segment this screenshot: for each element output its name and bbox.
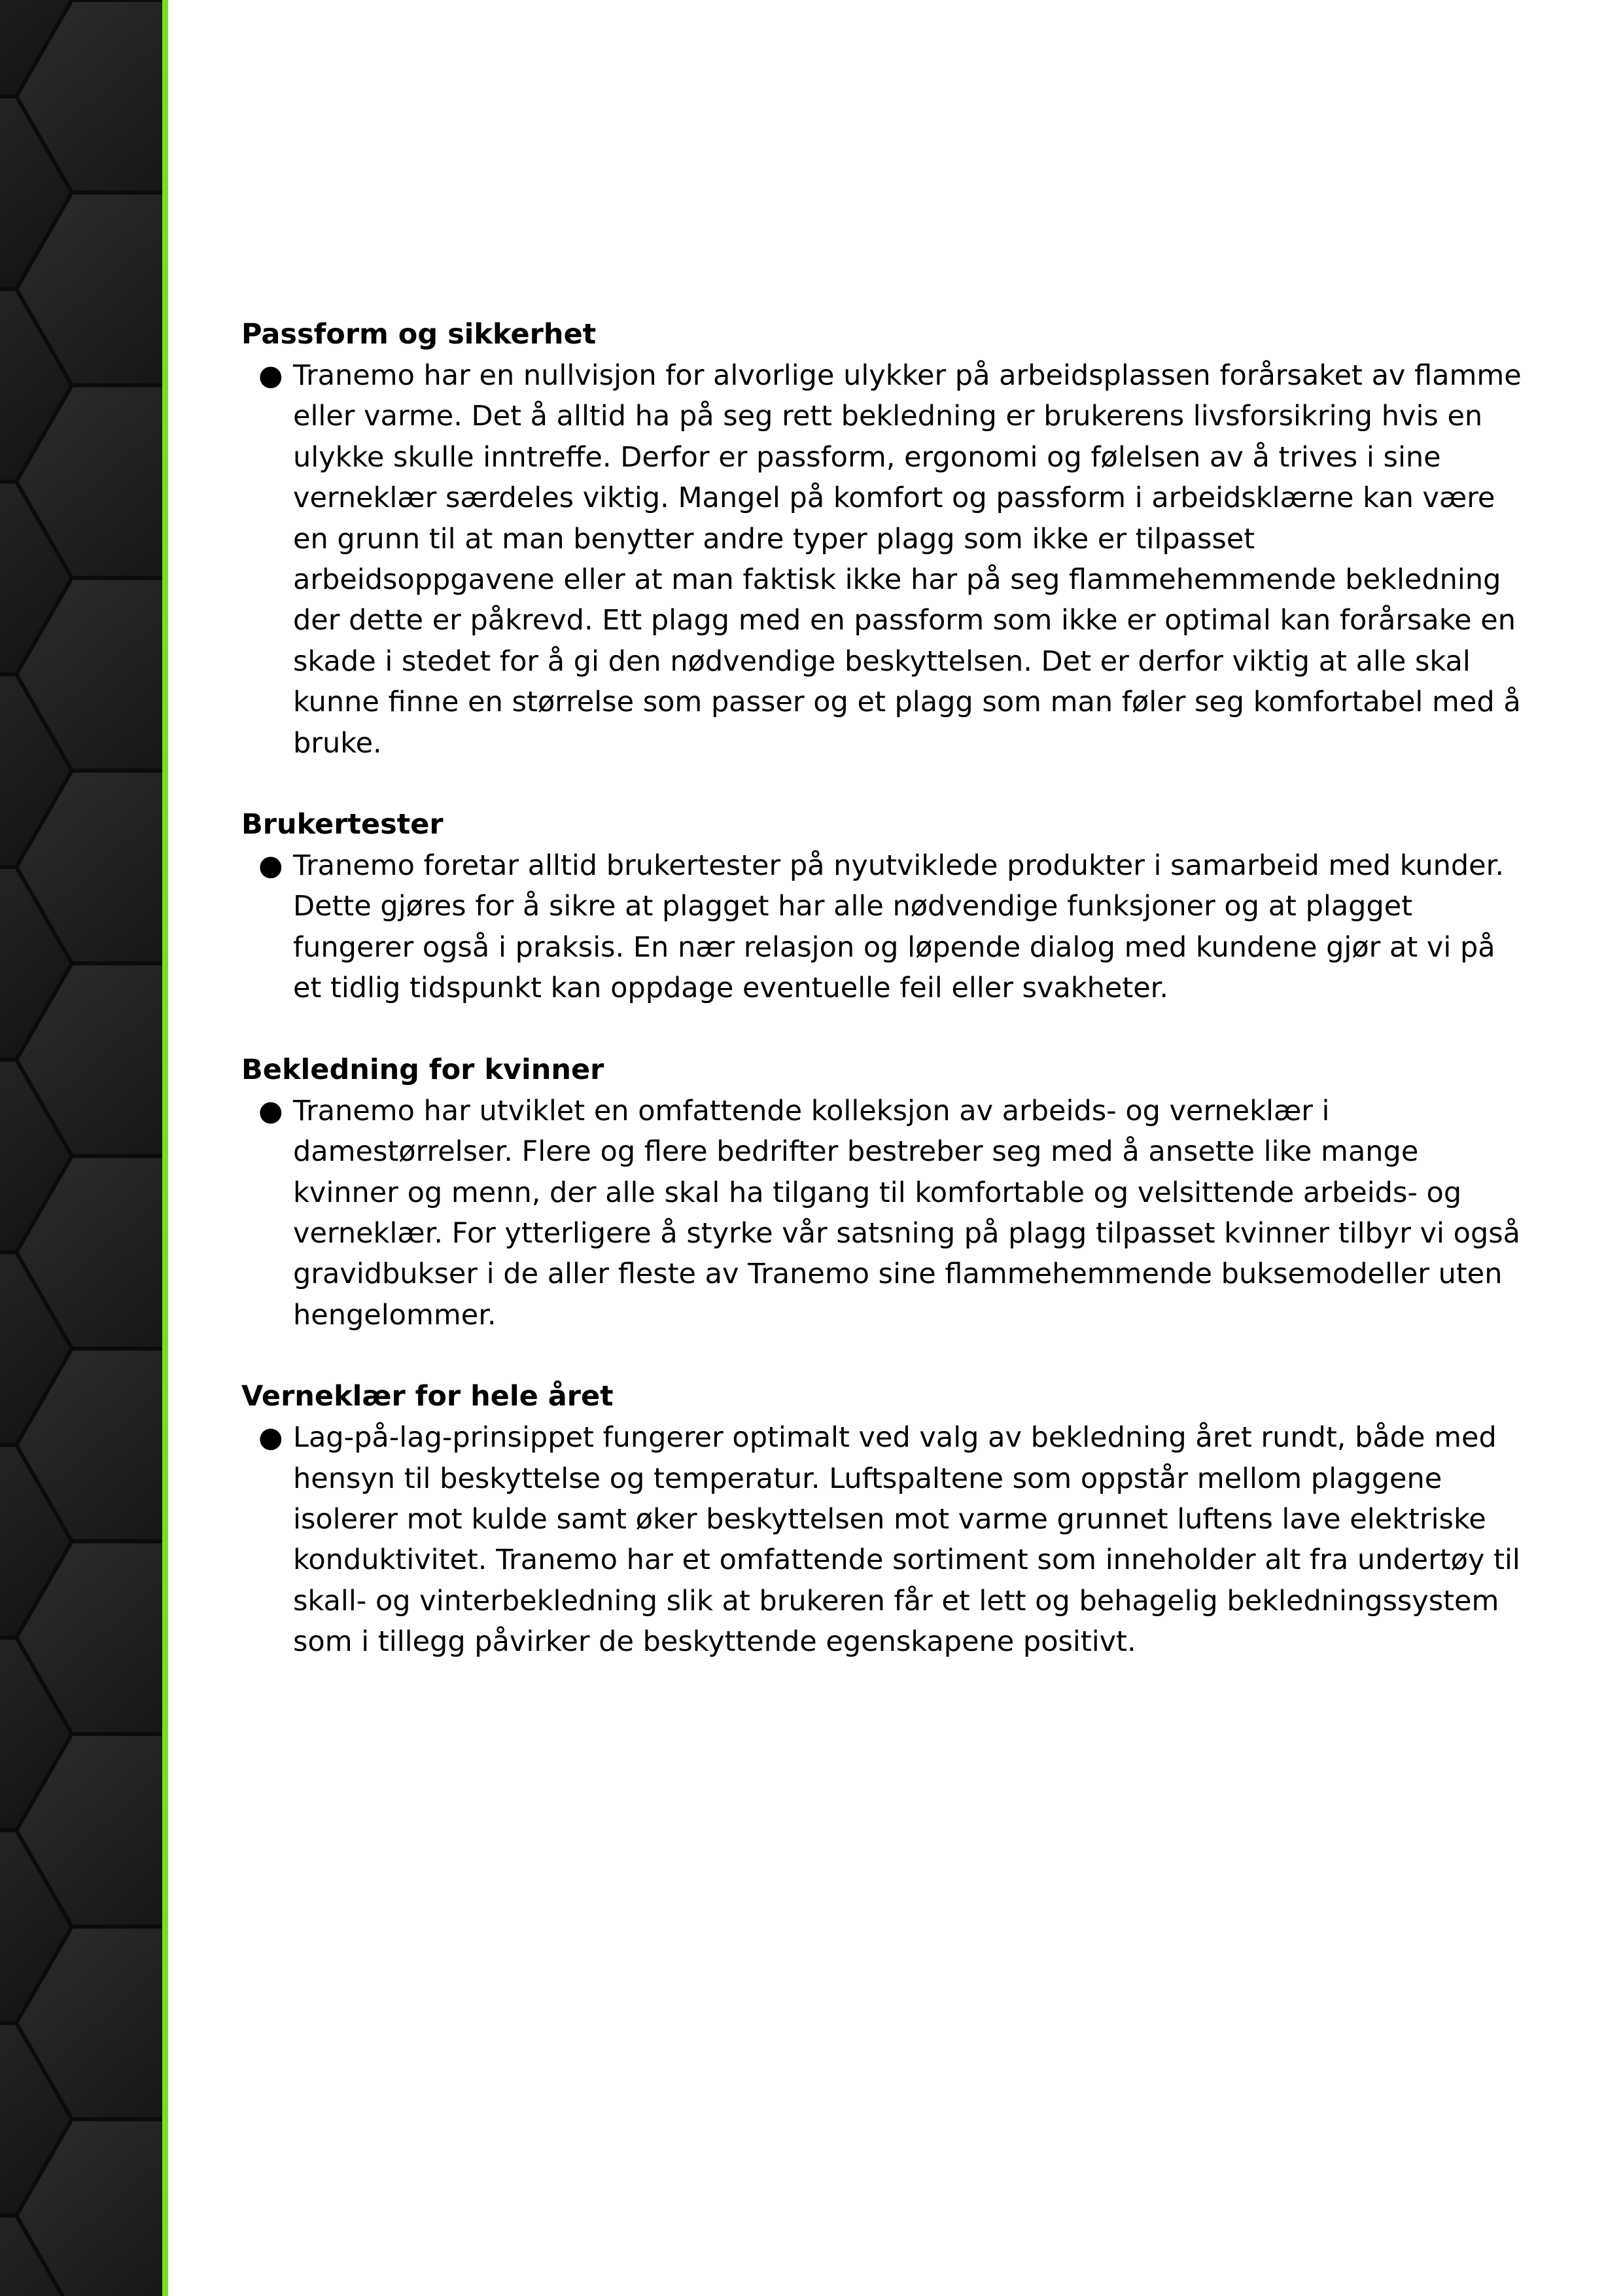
bullet-dot-icon: ● <box>258 849 283 883</box>
bullet-dot-icon: ● <box>258 1094 283 1127</box>
section-title: Bekledning for kvinner <box>241 1053 604 1086</box>
section-title: Brukertester <box>241 808 444 841</box>
accent-bar <box>162 0 168 2296</box>
bullet-dot-icon: ● <box>258 359 283 392</box>
bullet-list <box>241 845 1524 1009</box>
list-item-text: Tranemo har utviklet en omfattende kolleksjon av arbeids- og verneklær i damestørrelser. Flere og flere bedrifter bestreber seg med å ansette like mange kvinner og menn, der alle skal ha tilgang til komfortable og velsittende arbeids- og verneklær. For ytterligere å styrke vår satsning på plagg tilpasset kvinner tilbyr vi også gravidbukser i de aller fleste av Tranemo sine flammehemmende buksemodeller uten hengelommer. <box>293 1094 1521 1332</box>
bullet-list <box>241 1091 1524 1335</box>
list-item <box>241 355 1524 764</box>
section-vernekler-hele-aret <box>241 1376 1524 1662</box>
bullet-dot-icon: ● <box>258 1421 283 1455</box>
list-item <box>241 845 1524 1009</box>
section-bekledning-kvinner <box>241 1050 1524 1335</box>
list-item-text: Tranemo foretar alltid brukertester på nyutviklede produkter i samarbeid med kunder. Dette gjøres for å sikre at plagget har alle nødvendige funksjoner og at plagget fungerer også i praksis. En nær relasjon og løpende dialog med kundene gjør at vi på et tidlig tidspunkt kan oppdage eventuelle feil eller svakheter. <box>293 849 1505 1005</box>
section-passform <box>241 314 1524 764</box>
list-item-text: Lag-på-lag-prinsippet fungerer optimalt ved valg av bekledning året rundt, både med hensyn til beskyttelse og temperatur. Luftspaltene som oppstår mellom plaggene isolerer mot kulde samt øker beskyttelsen mot varme grunnet luftens lave elektriske konduktivitet. Tranemo har et omfattende sortiment som inneholder alt fra undertøy til skall- og vinterbekledning slik at brukeren får et lett og behagelig bekledningssystem som i tillegg påvirker de beskyttende egenskapene positivt. <box>293 1421 1520 1659</box>
document-content <box>241 314 1524 1703</box>
bullet-list <box>241 1417 1524 1662</box>
section-title: Passform og sikkerhet <box>241 318 597 351</box>
list-item <box>241 1417 1524 1662</box>
section-brukertester <box>241 804 1524 1009</box>
list-item-text: Tranemo har en nullvisjon for alvorlige ulykker på arbeidsplassen forårsaket av flamme eller varme. Det å alltid ha på seg rett bekledning er brukerens livsforsikring hvis en ulykke skulle inntreffe. Derfor er passform, ergonomi og følelsen av å trives i sine verneklær særdeles viktig. Mangel på komfort og passform i arbeidsklærne kan være en grunn til at man benytter andre typer plagg som ikke er tilpasset arbeidsoppgavene eller at man faktisk ikke har på seg flammehemmende bekledning der dette er påkrevd. Ett plagg med en passform som ikke er optimal kan forårsake en skade i stedet for å gi den nødvendige beskyttelsen. Det er derfor viktig at alle skal kunne finne en størrelse som passer og et plagg som man føler seg komfortabel med å bruke. <box>293 359 1522 760</box>
decorative-side-panel <box>0 0 162 2296</box>
list-item <box>241 1091 1524 1335</box>
bullet-list <box>241 355 1524 764</box>
section-title: Verneklær for hele året <box>241 1380 614 1413</box>
hexagon-pattern-icon <box>0 0 162 2296</box>
